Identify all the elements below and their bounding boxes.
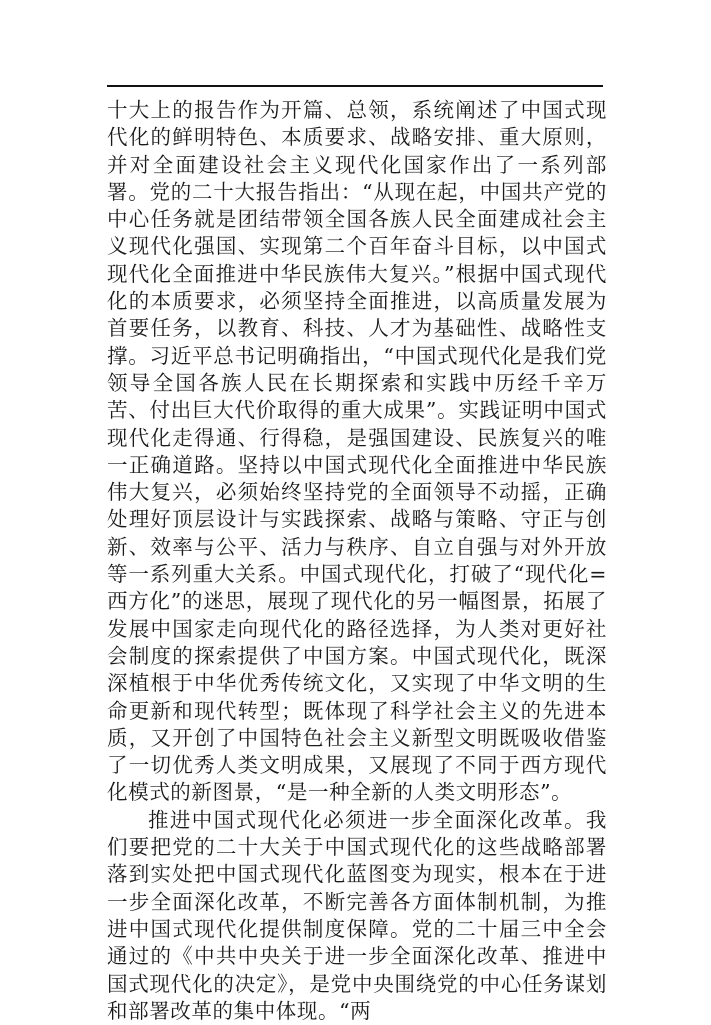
body-text (107, 97, 607, 1025)
header-rule (107, 85, 603, 87)
paragraph-1: 十大上的报告作为开篇、总领，系统阐述了中国式现代化的鲜明特色、本质要求、战略安排、重大原则，并对全面建设社会主义现代化国家作出了一系列部署。党的二十大报告指出：“从现在起，中国共产党的中心任务就是团结带领全国各族人民全面建成社会主义现代化强国、实现第二个百年奋斗目标，以中国式现代化全面推进中华民族伟大复兴。”根据中国式现代化的本质要求，必须坚持全面推进，以高质量发展为首要任务，以教育、科技、人才为基础性、战略性支撑。习近平总书记明确指出，“中国式现代化是我们党领导全国各族人民在长期探索和实践中历经千辛万苦、付出巨大代价取得的重大成果”。实践证明中国式现代化走得通、行得稳，是强国建设、民族复兴的唯一正确道路。坚持以中国式现代化全面推进中华民族伟大复兴，必须始终坚持党的全面领导不动摇，正确处理好顶层设计与实践探索、战略与策略、守正与创新、效率与公平、活力与秩序、自立自强与对外开放等一系列重大关系。中国式现代化，打破了“现代化=西方化”的迷思，展现了现代化的另一幅图景，拓展了发展中国家走向现代化的路径选择，为人类对更好社会制度的探索提供了中国方案。中国式现代化，既深深植根于中华优秀传统文化，又实现了中华文明的生命更新和现代转型；既体现了科学社会主义的先进本质，又开创了中国特色社会主义新型文明既吸收借鉴了一切优秀人类文明成果，又展现了不同于西方现代化模式的新图景，“是一种全新的人类文明形态”。 (107, 98, 607, 805)
paragraph-2: 推进中国式现代化必须进一步全面深化改革。我们要把党的二十大关于中国式现代化的这些战略部署落到实处把中国式现代化蓝图变为现实，根本在于进一步全面深化改革，不断完善各方面体制机制，为推进中国式现代化提供制度保障。党的二十届三中全会通过的《中共中央关于进一步全面深化改革、推进中国式现代化的决定》，是党中央围绕党的中心任务谋划和部署改革的集中体现。“两 (107, 807, 607, 1023)
